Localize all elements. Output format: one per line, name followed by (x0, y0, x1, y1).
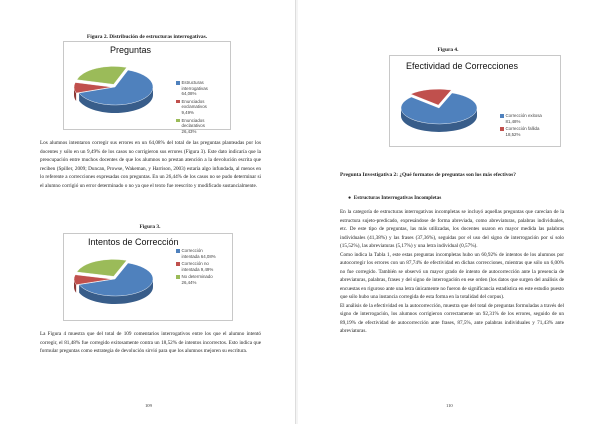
legend-label: Enunciados declarativos 26,43% (181, 117, 205, 134)
page-number: 110 (446, 403, 453, 408)
legend-label: Corrección no intentada 9,49% (181, 261, 214, 272)
right-paragraphs (340, 208, 564, 336)
legend-swatch (176, 262, 180, 266)
legend-item (176, 274, 220, 285)
figure-2-caption: Figura 2. Distribución de estructuras interrogativas. (86, 34, 208, 40)
bullet-label: Estructuras Interrogativas Incompletas (353, 195, 442, 201)
legend-label: No determinado 26,44% (181, 274, 213, 285)
figure-4-caption: Figura 4. (437, 47, 459, 53)
bullet-icon: ● (348, 195, 354, 201)
legend-swatch (176, 249, 180, 253)
paragraph-text: El análisis de la efectividad en la autocorrección, muestra que del total de preguntas formuladas a través del signo de interrogación, los alumnos corrigieron correctamente un 92,31% de los errores, seguido de un 89,19% de efectividad de autocorrección ante frases, 87,5%, ante palabras individuales y 71,43% ante abreviaturas. (340, 302, 564, 334)
figure-3-pie (70, 252, 170, 314)
figure-4-title: Efectividad de Correcciones (406, 61, 519, 71)
legend-swatch (176, 119, 180, 123)
figure-4-chart (389, 55, 561, 147)
figure-3-title: Intentos de Corrección (88, 237, 179, 247)
bullet-heading (348, 195, 441, 201)
legend-swatch (176, 81, 180, 85)
figure-3-caption: Figura 3. (139, 224, 161, 230)
legend-item (500, 113, 544, 124)
page-number: 109 (145, 403, 152, 408)
figure-3-legend (176, 248, 220, 288)
legend-item (176, 261, 220, 272)
figure-2-pie (70, 62, 170, 124)
figure-3-chart (63, 233, 233, 321)
legend-swatch (176, 275, 180, 279)
figure-4-legend (500, 113, 544, 139)
legend-swatch (500, 127, 504, 131)
figure-2-title: Preguntas (110, 45, 152, 55)
legend-label: Corrección exitosa 81,48% (505, 113, 542, 124)
left-paragraph-1 (40, 139, 261, 190)
left-paragraph-2 (40, 330, 261, 356)
legend-label: Enunciados exclamativos 9,49% (181, 98, 207, 115)
legend-swatch (176, 100, 180, 104)
legend-item (176, 80, 220, 97)
section-heading: Pregunta Investigativa 2: ¿Qué formatos de preguntas son los más efectivos? (340, 172, 516, 178)
left-page (0, 0, 296, 424)
legend-label: Corrección intentada 64,08% (181, 248, 216, 259)
figure-4-pie (394, 81, 494, 143)
legend-item (176, 99, 220, 116)
legend-swatch (500, 114, 504, 118)
paragraph-text: Los alumnos intentaron corregir sus errores en un 64,08% del total de las preguntas planteadas por los docentes y sólo en un 9,49% de los casos no corrigieron sus errores (Figura 3). Este dato indicaría que la preocupación entre muchos docentes de que los alumnos no prestan atención a la devolución escrita que reciben (Spiller, 2009; Duncan, Prowse, Wakeman, y Harrison, 2003) estaría algo infundada, al menos en lo referente a correcciones expresadas con preguntas. En un 26,44% de los casos no se pudo determinar si el alumno corrigió un error determinado o no ya que el texto fue reescrito y modificado sustancialmente. (40, 140, 261, 189)
figure-2-legend (176, 80, 220, 136)
paragraph-text: La Figura 4 muestra que del total de 109 comentarios interrogativos entre los que el alumno intentó corregir, el 81,48% fue corregido exitosamente contra un 18,52% de intentos incorrectos. Esto indica que formular preguntas como estrategia de devolución sirvió para que los alumnos mejoren su escritura. (40, 331, 261, 354)
legend-label: Corrección fallida 18,52% (505, 126, 540, 137)
paragraph-text: En la categoría de estructuras interrogativas incompletas se incluyó aquellas preguntas que carecían de la estructura sujeto-predicado, expresándose de forma abreviada, como abreviaturas, palabras individuales, etc. De este tipo de preguntas, las más utilizadas, los docentes usaron en mayor medida las palabras individuales (41,38%) y las frases (37,36%), seguidas por el uso del signo de interrogación por sí solo (15,52%), las abreviaturas (5,17%) y una letra individual (0,57%). (340, 209, 564, 249)
paragraph-text: Como indica la Tabla 1, este estas preguntas incompletas hubo un 60,92% de intentos de los alumnos por autocorregir los errores con un 87,74% de efectividad en dichas correcciones, mientras que sólo un 6,00% no fue corregido. También se observó un mayor grado de intento de autocorrección ante la presencia de abreviaturas, palabras, frases y del signo de interrogación en ese orden (los datos que surgen del análisis de encuestas en riguroso ante una letra únicamente no fueron de significancia estadística en este estudio puesto que sólo hubo una instancia corregida de esta forma en la totalidad del corpus). (340, 251, 564, 300)
right-page (298, 0, 600, 424)
legend-label: Estructuras interrogativas 64,08% (181, 80, 208, 97)
legend-item (500, 126, 544, 137)
figure-2-chart (63, 41, 231, 134)
legend-item (176, 248, 220, 259)
legend-item (176, 118, 220, 135)
